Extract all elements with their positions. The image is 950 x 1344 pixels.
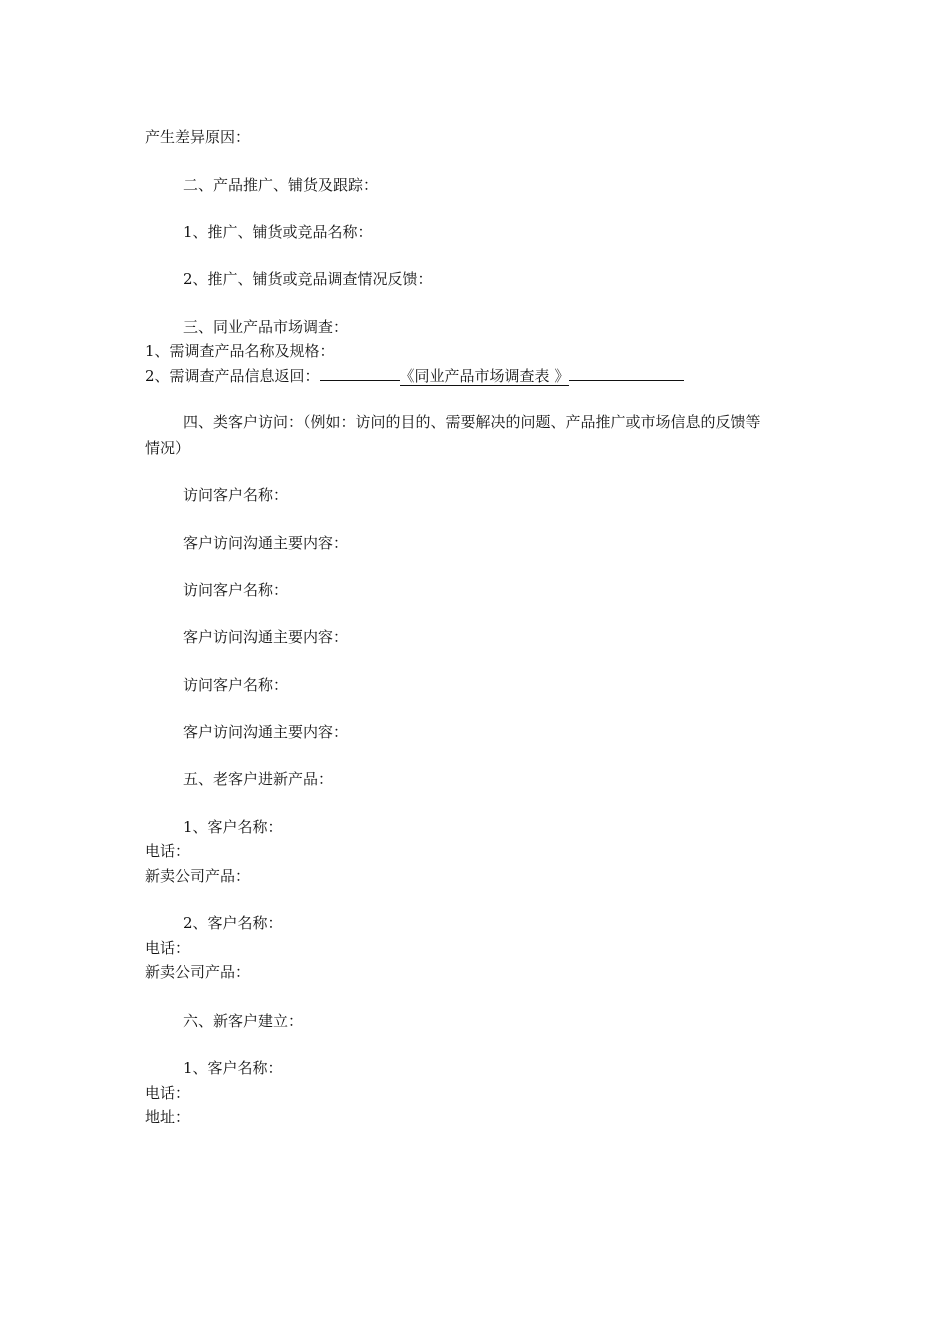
text-line-survey-info-return [145, 366, 684, 386]
section-heading-customer-visit: 四、类客户访问：（例如：访问的目的、需要解决的问题、产品推广或市场信息的反馈等情况） [145, 413, 761, 457]
section-heading-new-customer: 六、新客户建立： [183, 1012, 304, 1030]
text-line-phone: 电话： [145, 842, 191, 860]
text-line-difference-reason: 产生差异原因： [145, 128, 251, 146]
text-line-visit-content: 客户访问沟通主要内容： [183, 723, 349, 741]
text-line-visit-customer-name: 访问客户名称： [183, 486, 289, 504]
text-line-promotion-feedback: 2、推广、铺货或竞品调查情况反馈： [183, 270, 433, 288]
section-heading-promotion: 二、产品推广、铺货及跟踪： [183, 176, 379, 194]
survey-info-return-label: 2、需调查产品信息返回： [145, 367, 320, 385]
section-heading-market-survey: 三、同业产品市场调查： [183, 318, 349, 336]
text-line-customer-name: 2、客户名称： [183, 914, 283, 932]
text-line-phone: 电话： [145, 939, 191, 957]
survey-form-name: 《同业产品市场调查表 》 [399, 367, 570, 385]
text-line-address: 地址： [145, 1108, 191, 1126]
text-line-phone: 电话： [145, 1084, 191, 1102]
text-line-new-products: 新卖公司产品： [145, 867, 251, 885]
text-line-new-products: 新卖公司产品： [145, 963, 251, 981]
text-line-visit-content: 客户访问沟通主要内容： [183, 534, 349, 552]
text-line-visit-content: 客户访问沟通主要内容： [183, 628, 349, 646]
blank-underline [320, 380, 400, 381]
text-line-visit-customer-name: 访问客户名称： [183, 581, 289, 599]
text-line-promotion-name: 1、推广、铺货或竞品名称： [183, 223, 373, 241]
blank-underline [569, 380, 684, 381]
section-heading-old-customer: 五、老客户进新产品： [183, 770, 334, 788]
text-line-visit-customer-name: 访问客户名称： [183, 676, 289, 694]
text-line-survey-product-spec: 1、需调查产品名称及规格： [145, 342, 335, 360]
text-line-customer-name: 1、客户名称： [183, 1059, 283, 1077]
text-line-customer-name: 1、客户名称： [183, 818, 283, 836]
